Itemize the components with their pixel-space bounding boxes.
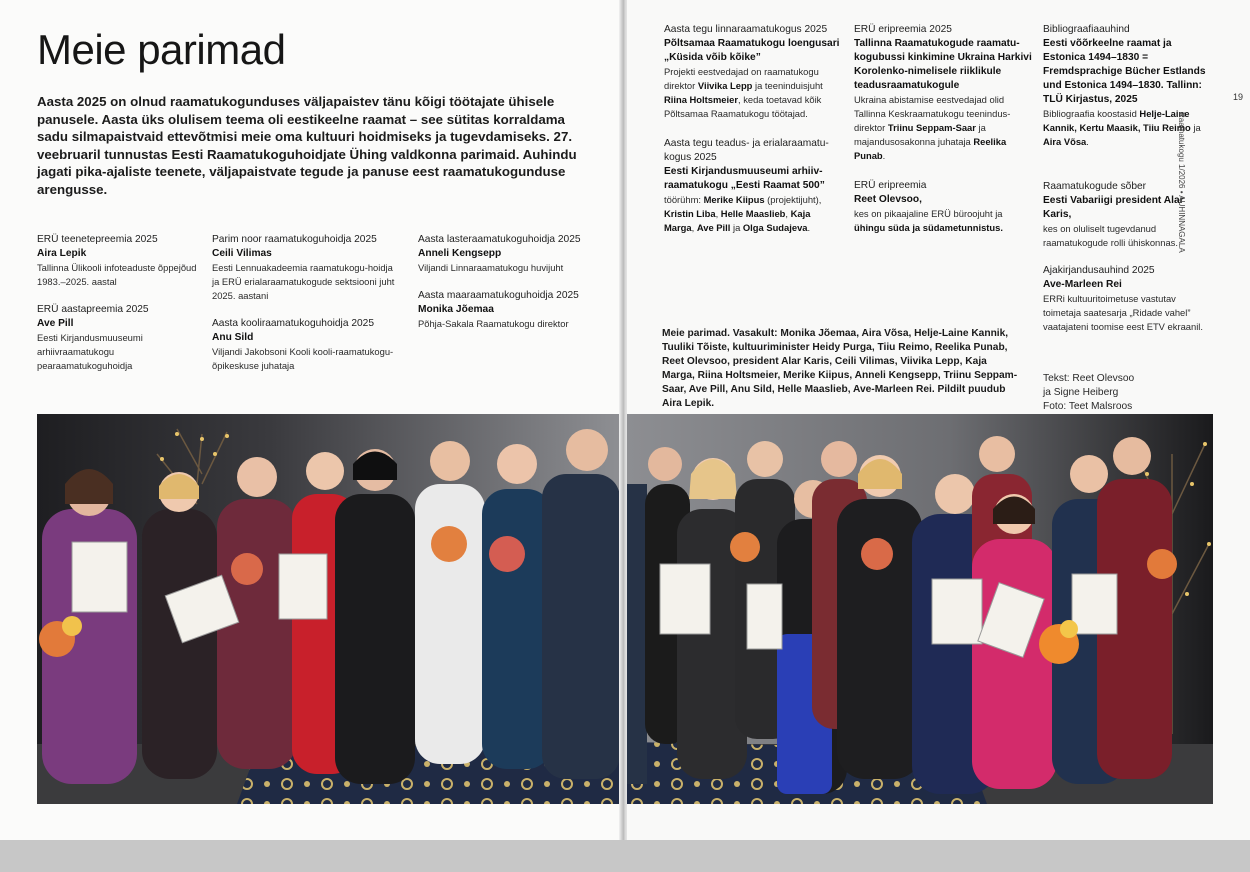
award-eripreemia-buss: [854, 23, 1032, 163]
award-description: kes on oluliselt tugevdanud raamatukogude rolli ühiskonnas.: [1043, 223, 1178, 248]
award-teenetepreemia: [37, 233, 197, 289]
person-name: Viivika Lepp: [697, 80, 753, 91]
desc-text: ja majandusosakonna juhataja: [854, 122, 986, 147]
award-recipient: Anneli Kengsepp: [418, 248, 502, 259]
award-description: Eesti Lennuakadeemia raamatukogu-hoidja ja ERÜ erialaraamatukogude sektsiooni juht 2025. aastani: [212, 262, 395, 301]
award-linnaraamatukogu: [664, 23, 842, 121]
award-recipient: Eesti Kirjandusmuuseumi arhiiv-raamatukogu „Eesti Raamat 500”: [664, 166, 825, 191]
award-description: [854, 93, 1032, 163]
person-name: Reelika Punab: [854, 136, 1007, 161]
award-category: Aasta tegu teadus- ja erialaraamatu-kogus 2025: [664, 138, 829, 163]
award-category: Aasta lasteraamatukoguhoidja 2025: [418, 234, 581, 245]
person-name: Aira Võsa: [1043, 136, 1087, 147]
text-credit: Tekst: Reet Olevsoo: [1043, 373, 1135, 384]
desc-text: kes on pikaajaline ERÜ büroojuht ja: [854, 208, 1003, 219]
desc-text: .: [882, 150, 886, 161]
desc-text: töörühm:: [664, 194, 704, 205]
group-photo-right-image: [627, 414, 1213, 804]
award-recipient: Ceili Vilimas: [212, 248, 272, 259]
award-category: Aasta tegu linnaraamatukogus 2025: [664, 24, 828, 35]
award-description: Viljandi Linnaraamatukogu huvijuht: [418, 262, 564, 273]
group-photo-left-image: [37, 414, 620, 804]
desc-text: ,: [715, 208, 721, 219]
award-description: [664, 65, 842, 121]
award-lasteraamatukoguhoidja: [418, 233, 608, 275]
award-category: Aasta kooliraamatukoguhoidja 2025: [212, 318, 374, 329]
desc-text: ,: [785, 208, 791, 219]
person-name: Olga Sudajeva: [742, 222, 808, 233]
award-recipient: Põltsamaa Raamatukogu loengusari „Küsida võib kõike”: [664, 38, 840, 63]
award-category: ERÜ teenetepreemia 2025: [37, 234, 158, 245]
award-description: Viljandi Jakobsoni Kooli kooli-raamatukogu-õpikeskuse juhataja: [212, 346, 394, 371]
award-recipient: Eesti võõrkeelne raamat ja Estonica 1494–1830 = Fremdsprachige Bücher Estlands und Estonica 1494–1830. Tallinn: TLÜ Kirjastus, 2025: [1043, 38, 1206, 105]
desc-text: Ukraina abistamise eestvedajad olid Tallinna Keskraamatukogu teenindus-direktor: [854, 94, 1011, 133]
desc-text: .: [1086, 136, 1089, 147]
person-name: Kaja Marga: [664, 208, 811, 233]
award-category: Parim noor raamatukoguhoidja 2025: [212, 234, 377, 245]
award-eripreemia-olevsoo: [854, 179, 1032, 235]
text-credit-line2: ja Signe Heiberg: [1043, 387, 1119, 398]
award-recipient: Tallinna Raamatukogude raamatu-kogubussi kinkimine Ukraina Harkivi Korolenko-nimelisele riiklikule teadusraamatukogule: [854, 38, 1032, 91]
desc-text: ja teeninduisjuht: [752, 80, 823, 91]
desc-text: ja: [1190, 122, 1201, 133]
photo-caption: Meie parimad. Vasakult: Monika Jõemaa, Aira Võsa, Helje-Laine Kannik, Tuuliki Tõiste, kultuuriminister Heidy Purga, Tiiu Reimo, Reelika Punab, Reet Olevsoo, president Alar Karis, Ceili Vilimas, Viivika Lepp, Kaja Marga, Riina Holtsmeier, Merike Kiipus, Anneli Kengsepp, Triinu Seppam-Saar, Ave Pill, Anu Sild, Helle Maaslieb, Ave-Marleen Rei. Pildilt puudub Aira Lepik.: [662, 328, 1018, 409]
award-category: ERÜ aastapreemia 2025: [37, 304, 149, 315]
person-name: Helle Maaslieb: [720, 208, 786, 219]
group-photo-right: [627, 414, 1213, 804]
person-name: Helje-Laine Kannik, Kertu Maasik, Tiiu Reimo: [1043, 108, 1191, 133]
award-recipient: Aira Lepik: [37, 248, 87, 259]
desc-text: Projekti eestvedajad on raamatukogu direktor: [664, 66, 819, 91]
person-name: Triinu Seppam-Saar: [887, 122, 976, 133]
lead-paragraph: Aasta 2025 on olnud raamatukogunduses väljapaistev tänu kõigi töötajate ühisele panusele. Aasta üks olulisem teema oli eestikeelne raamat – see sütitas korraldama sadu silmapaistvaid ettevõtmisi meie oma kultuuri hoidmiseks ja tugevdamiseks. 27. veebruaril tunnustas Eesti Raamatukoguhoidjate Ühing valdkonna parimaid. Auhindu jagati pika-ajaliste teenete, väljapaistvate tegude ja panuse eest raamatukogunduse arengusse.: [37, 94, 577, 197]
award-recipient: Anu Sild: [212, 332, 254, 343]
page-number: 19: [1233, 92, 1244, 102]
running-head: Raamatukogu 1/2026 • AUHINNAGALA: [1177, 112, 1186, 253]
person-name: Ave Pill: [696, 222, 731, 233]
award-description: Tallinna Ülikooli infoteaduste õppejõud 1983.–2025. aastal: [37, 262, 197, 287]
award-category: Raamatukogude sõber: [1043, 181, 1147, 192]
award-teadusraamatukogu: [664, 137, 842, 235]
scanner-background: [0, 840, 1250, 872]
award-description: Eesti Kirjandusmuuseumi arhiivraamatukogu pearaamatukoguhoidja: [37, 332, 143, 371]
award-category: Bibliograafiaauhind: [1043, 24, 1130, 35]
desc-text: Bibliograafia koostasid: [1043, 108, 1140, 119]
desc-text: ,: [691, 222, 697, 233]
desc-text: , keda toetavad kõik Põltsamaa Raamatukogu töötajad.: [664, 94, 822, 119]
group-photo-left: [37, 414, 620, 804]
award-recipient: Ave-Marleen Rei: [1043, 279, 1122, 290]
award-kooliraamatukoguhoidja: [212, 317, 397, 373]
award-description: Põhja-Sakala Raamatukogu direktor: [418, 318, 569, 329]
photo-credit: Foto: Teet Malsroos: [1043, 401, 1133, 412]
person-name: Kristin Liba: [664, 208, 716, 219]
award-recipient: Reet Olevsoo,: [854, 194, 922, 205]
award-description: [854, 207, 1032, 235]
desc-text: (projektijuht),: [764, 194, 822, 205]
desc-text: .: [807, 222, 811, 233]
award-category: ERÜ eripreemia 2025: [854, 24, 952, 35]
award-description: [664, 193, 842, 235]
person-name: ühingu süda ja südametunnistus.: [854, 222, 1003, 233]
award-maaraamatukoguhoidja: [418, 289, 608, 331]
award-aastapreemia: [37, 303, 197, 373]
page-title: Meie parimad: [37, 26, 286, 73]
left-page: [0, 0, 622, 840]
award-recipient: Monika Jõemaa: [418, 304, 494, 315]
award-category: Aasta maaraamatukoguhoidja 2025: [418, 290, 579, 301]
award-category: ERÜ eripreemia: [854, 180, 927, 191]
desc-text: ja: [730, 222, 743, 233]
person-name: Riina Holtsmeier: [664, 94, 738, 105]
award-description: ERRi kultuuritoimetuse vastutav toimetaja saatesarja „Ridade vahel” vaatajateni toomise eest ETV ekraanil.: [1043, 293, 1203, 332]
award-ajakirjandus: [1043, 264, 1211, 334]
award-category: Ajakirjandusauhind 2025: [1043, 265, 1155, 276]
award-recipient: Ave Pill: [37, 318, 74, 329]
person-name: Merike Kiipus: [703, 194, 765, 205]
credits: [1043, 372, 1134, 414]
award-parim-noor: [212, 233, 397, 303]
award-recipient: Eesti Vabariigi president Alar Karis,: [1043, 195, 1184, 220]
